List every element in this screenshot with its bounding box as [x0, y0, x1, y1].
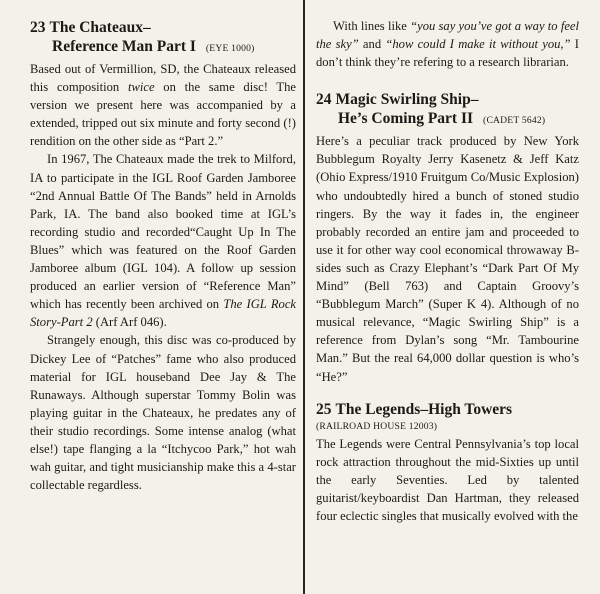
column-divider — [303, 0, 305, 594]
entry-23-title-line1: The Chateaux– — [49, 19, 151, 36]
intro-lyric-2: “how could I make it without you,” — [385, 37, 571, 52]
intro-lyric-1: “you say you’ve got a way to feel the sky” — [316, 19, 579, 52]
entry-23-paragraph-3: Strangely enough, this disc was co-produced by Dickey Lee of “Patches” fame who also produced material for IGL houseband Dee Jay & The Runaways. Although superstar Tommy Bolin was playing guitar in the Chateaux, he predates any of their studio recordings. Some intense analog (what else!) tape flanging a la “Itchycoo Park,” hot wah wah guitar, and tight musicianship make this a 4-star collectable regardless. — [30, 333, 296, 493]
entry-23-paragraph-2 — [30, 150, 296, 331]
entry-25-heading — [316, 400, 579, 433]
section-gap — [316, 386, 579, 400]
intro-text-c: I don’t think they’re refering to a research librarian. — [316, 37, 579, 70]
entry-23-catalog: (EYE 1000) — [205, 43, 255, 54]
entry-23-paragraph-1 — [30, 60, 296, 150]
entry-24-catalog: (CADET 5642) — [483, 115, 546, 127]
entry-23-number: 23 — [30, 19, 46, 36]
entry-23-title-line2: Reference Man Part I — [52, 38, 196, 55]
intro-text-b: and — [358, 37, 386, 52]
entry-24-title-line2: He’s Coming Part II — [338, 110, 474, 128]
entry-25-body: The Legends were Central Pennsylvania’s top local rock attraction throughout the mid-Sixties up until the early Seventies. Led by talented guitarist/keyboardist Dan Hartman, they released four eclectic singles that musically evolved with the — [316, 436, 579, 523]
entry-23-p1-emphasis: twice — [127, 80, 155, 95]
entry-24-title-line1: Magic Swirling Ship– — [335, 91, 479, 109]
entry-25-title: The Legends–High Towers — [335, 400, 513, 418]
right-column — [316, 18, 579, 594]
entry-23-p2-text-b: (Arf Arf 046). — [92, 315, 167, 330]
continued-paragraph — [316, 17, 579, 71]
entry-24-heading — [316, 90, 579, 130]
entry-25-catalog: (RAILROAD HOUSE 12003) — [316, 420, 438, 432]
entry-23-p1-text-b: on the same disc! The version we present here was accompanied by a extended, tripped out six minute and forty second (!) rendition on the other side as “Part 2.” — [30, 80, 296, 149]
entry-23-heading — [30, 18, 296, 58]
entry-24-body: Here’s a peculiar track produced by New York Bubblegum Royalty Jerry Kasenetz & Jeff Katz (Ohio Express/1910 Fruitgum Co/Music Explosion) who undoubtedly hired a bunch of stoned studio ringers. By the way it fades in, the engineer probably recorded an entire jam and proceeded to use it for other way cool economical throwaway B-sides such as Crazy Elephant’s “Dark Part Of My Mind” (Bell 763) and Captain Groovy’s “Bubblegum March” (Super K 4). Although of no musical relevance, “Magic Swirling Ship” is a reference from Dylan’s song “Mr. Tambourine Man.” But the real 64,000 dollar question is who’s “He?” — [316, 134, 579, 384]
entry-23-p1-text-a: Based out of Vermillion, SD, the Chateaux released this composition — [30, 62, 296, 95]
section-gap — [316, 71, 579, 90]
left-column — [30, 18, 296, 594]
entry-23-p2-text-a: In 1967, The Chateaux made the trek to Milford, IA to participate in the IGL Roof Garden Jamboree “2nd Annual Battle Of The Bands” held in Arnolds Park, IA. The band also booked time at IGL’s recording studio and recorded“Caught Up In The Blues” which was featured on the Roof Garden Jamboree album (IGL 104). A follow up session produced an earlier version of “Reference Man” which has recently been archived on — [30, 152, 296, 312]
entry-23-p2-album-title: The IGL Rock Story-Part 2 — [30, 297, 297, 330]
intro-text-a: With lines like — [333, 19, 411, 33]
entry-24-number: 24 — [316, 91, 332, 109]
entry-25-number: 25 — [316, 400, 332, 418]
